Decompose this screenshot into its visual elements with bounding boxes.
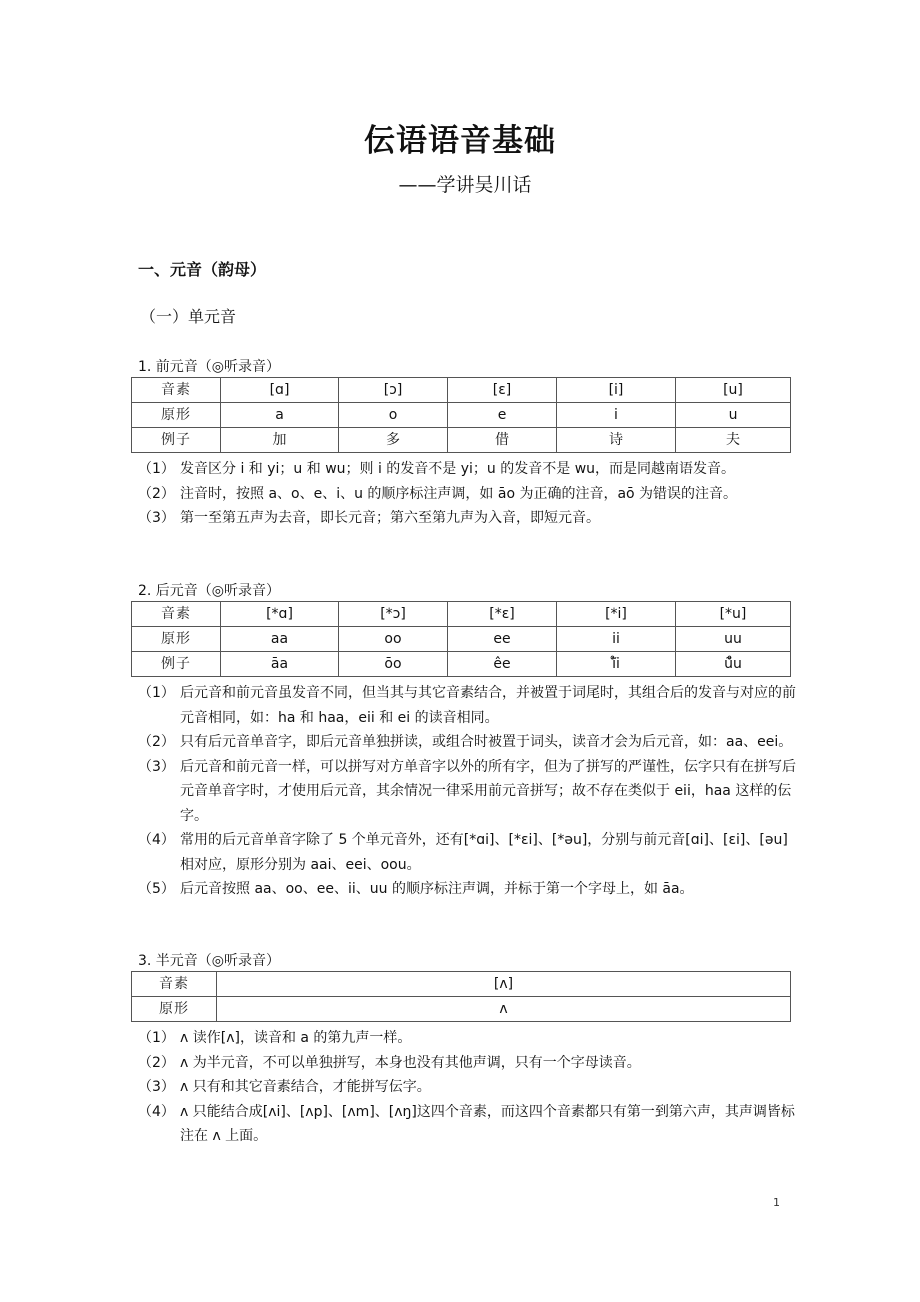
note-number: （3） bbox=[138, 510, 175, 526]
note-item bbox=[138, 482, 798, 507]
note-item bbox=[138, 457, 798, 482]
note-item bbox=[138, 681, 798, 730]
back-vowels-notes bbox=[138, 681, 798, 902]
note-text: ʌ 只能结合成[ʌi]、[ʌp]、[ʌm]、[ʌŋ]这四个音素，而这四个音素都只有第一到第六声，其声调皆标注在 ʌ 上面。 bbox=[180, 1103, 795, 1144]
example-cell: ĩ̊i bbox=[557, 652, 676, 677]
table-row-form bbox=[132, 627, 791, 652]
note-text: 后元音按照 aa、oo、ee、ii、uu 的顺序标注声调，并标于第一个字母上，如 āa。 bbox=[180, 881, 694, 897]
semi-vowels-notes bbox=[138, 1026, 798, 1149]
page-number: 1 bbox=[773, 1196, 780, 1209]
form-cell: i bbox=[557, 403, 676, 428]
note-number: （2） bbox=[138, 485, 175, 502]
form-cell: ʌ bbox=[217, 997, 791, 1022]
row-label: 音素 bbox=[132, 972, 217, 997]
form-cell: o bbox=[339, 403, 448, 428]
example-cell: 多 bbox=[339, 428, 448, 453]
front-vowels-table bbox=[131, 377, 791, 453]
table-row-phoneme bbox=[132, 602, 791, 627]
phoneme-cell: [*ɛ] bbox=[448, 602, 557, 627]
note-text: 第一至第五声为去音，即长元音；第六至第九声为入音，即短元音。 bbox=[180, 510, 600, 526]
example-cell: 借 bbox=[448, 428, 557, 453]
table-row-form bbox=[132, 403, 791, 428]
table-row-example bbox=[132, 652, 791, 677]
example-cell: ũ̊u bbox=[676, 652, 791, 677]
form-cell: ii bbox=[557, 627, 676, 652]
row-label: 例子 bbox=[132, 428, 221, 453]
note-number: （3） bbox=[138, 758, 175, 775]
form-cell: aa bbox=[221, 627, 339, 652]
phoneme-cell: [*u] bbox=[676, 602, 791, 627]
example-cell: ōo bbox=[339, 652, 448, 677]
note-text: 后元音和前元音虽发音不同，但当其与其它音素结合，并被置于词尾时，其组合后的发音与对应的前元音相同，如：ha 和 haa，eii 和 ei 的读音相同。 bbox=[180, 685, 796, 726]
note-text: 后元音和前元音一样，可以拼写对方单音字以外的所有字，但为了拼写的严谨性，伝字只有在拼写后元音单音字时，才使用后元音，其余情况一律采用前元音拼写；故不存在类似于 eii，haa 这样的伝字。 bbox=[180, 758, 796, 824]
note-text: ʌ 只有和其它音素结合，才能拼写伝字。 bbox=[180, 1079, 431, 1095]
note-text: ʌ 读作[ʌ]，读音和 a 的第九声一样。 bbox=[180, 1030, 412, 1046]
form-cell: uu bbox=[676, 627, 791, 652]
note-item bbox=[138, 755, 798, 829]
note-number: （3） bbox=[138, 1079, 175, 1095]
note-item bbox=[138, 828, 798, 877]
note-text: 发音区分 i 和 yi；u 和 wu；则 i 的发音不是 yi；u 的发音不是 wu，而是同越南语发音。 bbox=[180, 461, 736, 477]
document-title: 伝语语音基础 bbox=[364, 123, 556, 159]
example-cell: êe bbox=[448, 652, 557, 677]
section-heading: 一、元音（韵母） bbox=[138, 260, 267, 279]
note-item bbox=[138, 1100, 798, 1149]
subsection-heading: （一）单元音 bbox=[140, 307, 237, 326]
back-vowels-heading: 2. 后元音（◎听录音） bbox=[138, 583, 281, 599]
example-cell: āa bbox=[221, 652, 339, 677]
phoneme-cell: [*i] bbox=[557, 602, 676, 627]
row-label: 音素 bbox=[132, 378, 221, 403]
example-cell: 诗 bbox=[557, 428, 676, 453]
example-cell: 夫 bbox=[676, 428, 791, 453]
row-label: 原形 bbox=[132, 403, 221, 428]
note-item bbox=[138, 506, 798, 531]
note-item bbox=[138, 730, 798, 755]
example-cell: 加 bbox=[221, 428, 339, 453]
note-item bbox=[138, 1051, 798, 1076]
note-number: （4） bbox=[138, 1103, 175, 1120]
note-number: （1） bbox=[138, 461, 175, 477]
note-number: （2） bbox=[138, 1054, 175, 1071]
row-label: 原形 bbox=[132, 997, 217, 1022]
note-item bbox=[138, 1075, 798, 1100]
table-row-example bbox=[132, 428, 791, 453]
phoneme-cell: [ɑ] bbox=[221, 378, 339, 403]
form-cell: a bbox=[221, 403, 339, 428]
phoneme-cell: [ʌ] bbox=[217, 972, 791, 997]
table-row-form bbox=[132, 997, 791, 1022]
note-item bbox=[138, 1026, 798, 1051]
table-row-phoneme bbox=[132, 972, 791, 997]
note-text: ʌ 为半元音，不可以单独拼写，本身也没有其他声调，只有一个字母读音。 bbox=[180, 1054, 641, 1071]
back-vowels-table bbox=[131, 601, 791, 677]
note-number: （1） bbox=[138, 685, 175, 701]
form-cell: e bbox=[448, 403, 557, 428]
form-cell: u bbox=[676, 403, 791, 428]
form-cell: ee bbox=[448, 627, 557, 652]
row-label: 音素 bbox=[132, 602, 221, 627]
phoneme-cell: [ɔ] bbox=[339, 378, 448, 403]
note-number: （4） bbox=[138, 832, 175, 848]
document-subtitle: ——学讲吴川话 bbox=[398, 174, 532, 196]
semi-vowels-heading: 3. 半元音（◎听录音） bbox=[138, 953, 281, 969]
phoneme-cell: [i] bbox=[557, 378, 676, 403]
phoneme-cell: [*ɑ] bbox=[221, 602, 339, 627]
table-row-phoneme bbox=[132, 378, 791, 403]
phoneme-cell: [ɛ] bbox=[448, 378, 557, 403]
note-item bbox=[138, 877, 798, 902]
note-number: （1） bbox=[138, 1030, 175, 1046]
semi-vowels-table bbox=[131, 971, 791, 1022]
phoneme-cell: [u] bbox=[676, 378, 791, 403]
note-text: 常用的后元音单音字除了 5 个单元音外，还有[*ɑi]、[*ɛi]、[*əu]，分别与前元音[ɑi]、[ɛi]、[əu]相对应，原形分别为 aai、eei、oou。 bbox=[180, 832, 788, 873]
note-number: （5） bbox=[138, 881, 175, 897]
note-number: （2） bbox=[138, 734, 175, 750]
note-text: 注音时，按照 a、o、e、i、u 的顺序标注声调，如 āo 为正确的注音，aō 为错误的注音。 bbox=[180, 485, 738, 502]
phoneme-cell: [*ɔ] bbox=[339, 602, 448, 627]
row-label: 原形 bbox=[132, 627, 221, 652]
front-vowels-notes bbox=[138, 457, 798, 531]
note-text: 只有后元音单音字，即后元音单独拼读，或组合时被置于词头，读音才会为后元音，如：aa、eei。 bbox=[180, 734, 793, 750]
form-cell: oo bbox=[339, 627, 448, 652]
front-vowels-heading: 1. 前元音（◎听录音） bbox=[138, 359, 281, 375]
row-label: 例子 bbox=[132, 652, 221, 677]
